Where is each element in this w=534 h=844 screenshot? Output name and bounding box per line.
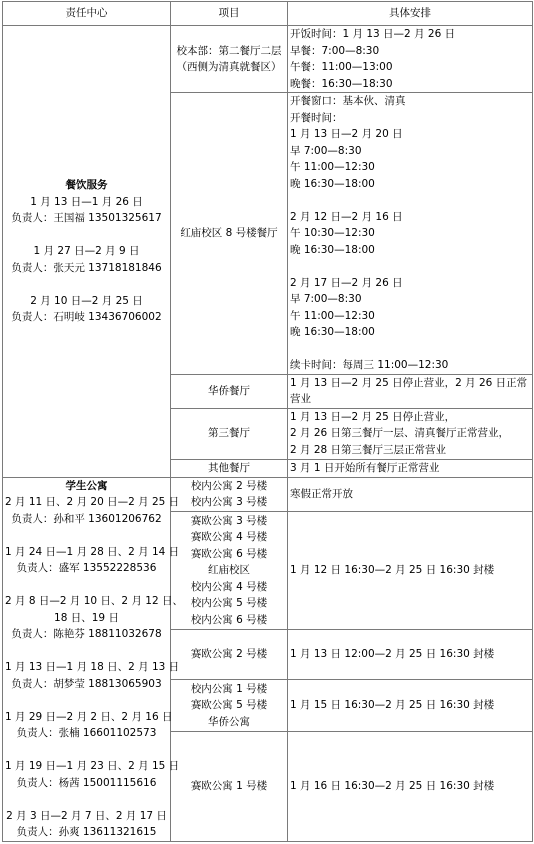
text-line: 午 10:30—12:30	[290, 227, 375, 239]
text-line: 校内公寓 4 号楼	[190, 580, 268, 593]
dorm-item-cell	[171, 511, 288, 629]
dorm-title: 学生公寓	[65, 479, 108, 492]
text-line: 3 月 1 日开始所有餐厅正常营业	[290, 461, 440, 474]
text-line: 午餐：11:00—13:00	[290, 61, 393, 73]
text-line: 负责人：张天元 13718181846	[11, 261, 162, 274]
text-line: 午 11:00—12:30	[290, 309, 375, 322]
dorm-responsible-cell	[3, 477, 183, 841]
dorm-detail-cell	[288, 680, 533, 731]
catering-item-cell	[171, 26, 288, 93]
text-line: 1 月 16 日 16:30—2 月 25 日 16:30 封楼	[290, 779, 495, 792]
text-line: 第三餐厅	[208, 427, 250, 440]
catering-item-cell	[171, 93, 288, 375]
text-line: 晚餐：16:30—18:30	[290, 77, 393, 90]
header-responsibility-center: 责任中心	[3, 2, 171, 26]
text-line: 校内公寓 1 号楼	[190, 682, 268, 695]
catering-item-cell	[171, 408, 288, 459]
text-line: 晚 16:30—18:00	[290, 243, 375, 256]
catering-item-cell	[171, 374, 288, 408]
text-line	[5, 791, 168, 808]
text-line	[5, 577, 168, 594]
text-line	[290, 192, 530, 209]
header-arrangement: 具体安排	[288, 2, 533, 26]
text-line: 赛欧公寓 2 号楼	[190, 648, 268, 661]
text-line: 续卡时间：每周三 11:00—12:30	[290, 359, 449, 371]
text-line: 2 月 12 日—2 月 16 日	[290, 210, 403, 223]
text-line: 华侨公寓	[208, 715, 250, 728]
text-line: 赛欧公寓 3 号楼	[190, 514, 268, 527]
text-line: 1 月 12 日 16:30—2 月 25 日 16:30 封楼	[290, 564, 495, 577]
text-line: 开餐时间：	[290, 111, 343, 124]
text-line: 校内公寓 6 号楼	[190, 613, 268, 626]
text-line: 赛欧公寓 6 号楼	[190, 547, 268, 560]
text-line	[290, 341, 530, 358]
text-line: 开餐窗口：基本伙、清真	[290, 95, 406, 107]
text-line: 赛欧公寓 1 号楼	[190, 779, 268, 792]
text-line	[5, 227, 168, 244]
text-line	[5, 527, 168, 544]
dorm-responsible-lines	[5, 494, 183, 841]
text-line: 早 7:00—8:30	[290, 144, 362, 157]
header-item: 项目	[171, 2, 288, 26]
catering-row-1	[3, 26, 533, 93]
text-line: 校内公寓 2 号楼	[190, 479, 268, 492]
text-line: 负责人：王国福 13501325617	[11, 212, 162, 224]
text-line: 1 月 13 日—2 月 25 日停止营业，	[290, 410, 456, 423]
catering-responsible-cell	[3, 26, 171, 478]
text-line: 早 7:00—8:30	[290, 293, 362, 305]
text-line: 2 月 17 日—2 月 26 日	[290, 276, 403, 289]
text-line: 2 月 10 日—2 月 25 日	[30, 294, 143, 307]
dorm-detail-cell	[288, 731, 533, 841]
catering-item-cell	[171, 459, 288, 477]
dorm-detail-cell	[288, 629, 533, 679]
text-line: 红庙校区	[208, 564, 250, 577]
text-line: 校内公寓 5 号楼	[190, 597, 268, 610]
text-line: 负责人：杨茜 15001115616	[16, 776, 157, 789]
text-line: 晚 16:30—18:00	[290, 326, 375, 338]
dorm-item-cell	[171, 731, 288, 841]
text-line: 1 月 13 日—1 月 18 日、2 月 13 日	[5, 661, 180, 673]
dorm-row-1	[3, 477, 533, 511]
text-line: 1 月 27 日—2 月 9 日	[33, 245, 140, 257]
text-line: 2 月 3 日—2 月 7 日、2 月 17 日	[6, 809, 167, 822]
catering-detail-cell	[288, 93, 533, 375]
text-line: 1 月 13 日—1 月 26 日	[30, 195, 143, 208]
text-line: 开饭时间：1 月 13 日—2 月 26 日	[290, 28, 456, 40]
text-line: 红庙校区 8 号楼餐厅	[180, 227, 278, 239]
text-line: 负责人：陈艳芬 18811032678	[11, 628, 162, 640]
text-line: 1 月 13 日—2 月 25 日停止营业，2 月 26 日正常营业	[290, 376, 528, 405]
text-line: 2 月 26 日第三餐厅一层、清真餐厅正常营业，	[290, 427, 510, 440]
text-line: 负责人：盛军 13552228536	[16, 562, 157, 574]
text-line: 负责人：孙和平 13601206762	[11, 512, 162, 525]
text-line: 1 月 13 日—2 月 20 日	[290, 128, 403, 140]
dorm-item-cell	[171, 477, 288, 511]
catering-detail-cell	[288, 374, 533, 408]
catering-title: 餐饮服务	[65, 179, 108, 191]
text-line: 1 月 19 日—1 月 23 日、2 月 15 日	[5, 760, 180, 772]
text-line: 华侨餐厅	[208, 384, 250, 397]
text-line: 2 月 11 日、2 月 20 日—2 月 25 日	[5, 496, 180, 508]
text-line: 负责人：胡梦莹 18813065903	[11, 677, 162, 690]
dorm-detail-cell	[288, 477, 533, 511]
text-line: 18 日、19 日	[54, 611, 119, 624]
text-line: 1 月 24 日—1 月 28 日、2 月 14 日	[5, 545, 180, 558]
catering-detail-cell	[288, 408, 533, 459]
text-line: 负责人：张楠 16601102573	[16, 727, 157, 739]
text-line	[5, 742, 168, 759]
text-line: 晚 16:30—18:00	[290, 177, 375, 190]
dorm-detail-cell	[288, 511, 533, 629]
text-line	[290, 258, 530, 275]
text-line: 赛欧公寓 5 号楼	[190, 699, 268, 712]
text-line: （西侧为清真就餐区）	[176, 61, 282, 73]
dorm-item-cell	[171, 629, 288, 679]
catering-detail-cell	[288, 26, 533, 93]
text-line: 早餐：7:00—8:30	[290, 44, 380, 57]
text-line: 1 月 13 日 12:00—2 月 25 日 16:30 封楼	[290, 648, 495, 661]
catering-detail-cell	[288, 459, 533, 477]
text-line	[5, 276, 168, 293]
text-line	[5, 692, 168, 709]
text-line: 负责人：孙爽 13611321615	[16, 826, 157, 838]
catering-responsible-lines	[5, 194, 168, 326]
text-line: 赛欧公寓 4 号楼	[190, 531, 268, 544]
text-line: 1 月 29 日—2 月 2 日、2 月 16 日	[5, 710, 173, 723]
text-line: 午 11:00—12:30	[290, 161, 375, 173]
dorm-item-cell	[171, 680, 288, 731]
text-line: 其他餐厅	[208, 461, 250, 474]
schedule-table	[2, 1, 533, 842]
text-line: 校内公寓 3 号楼	[190, 496, 268, 509]
text-line: 寒假正常开放	[290, 487, 353, 500]
text-line	[5, 643, 168, 660]
text-line: 校本部：第二餐厅二层	[176, 44, 282, 57]
header-row	[3, 2, 533, 26]
text-line: 2 月 8 日—2 月 10 日、2 月 12 日、	[5, 595, 183, 607]
text-line: 2 月 28 日第三餐厅三层正常营业	[290, 443, 447, 456]
text-line: 负责人：石明岐 13436706002	[11, 311, 162, 323]
text-line: 1 月 15 日 16:30—2 月 25 日 16:30 封楼	[290, 699, 495, 712]
